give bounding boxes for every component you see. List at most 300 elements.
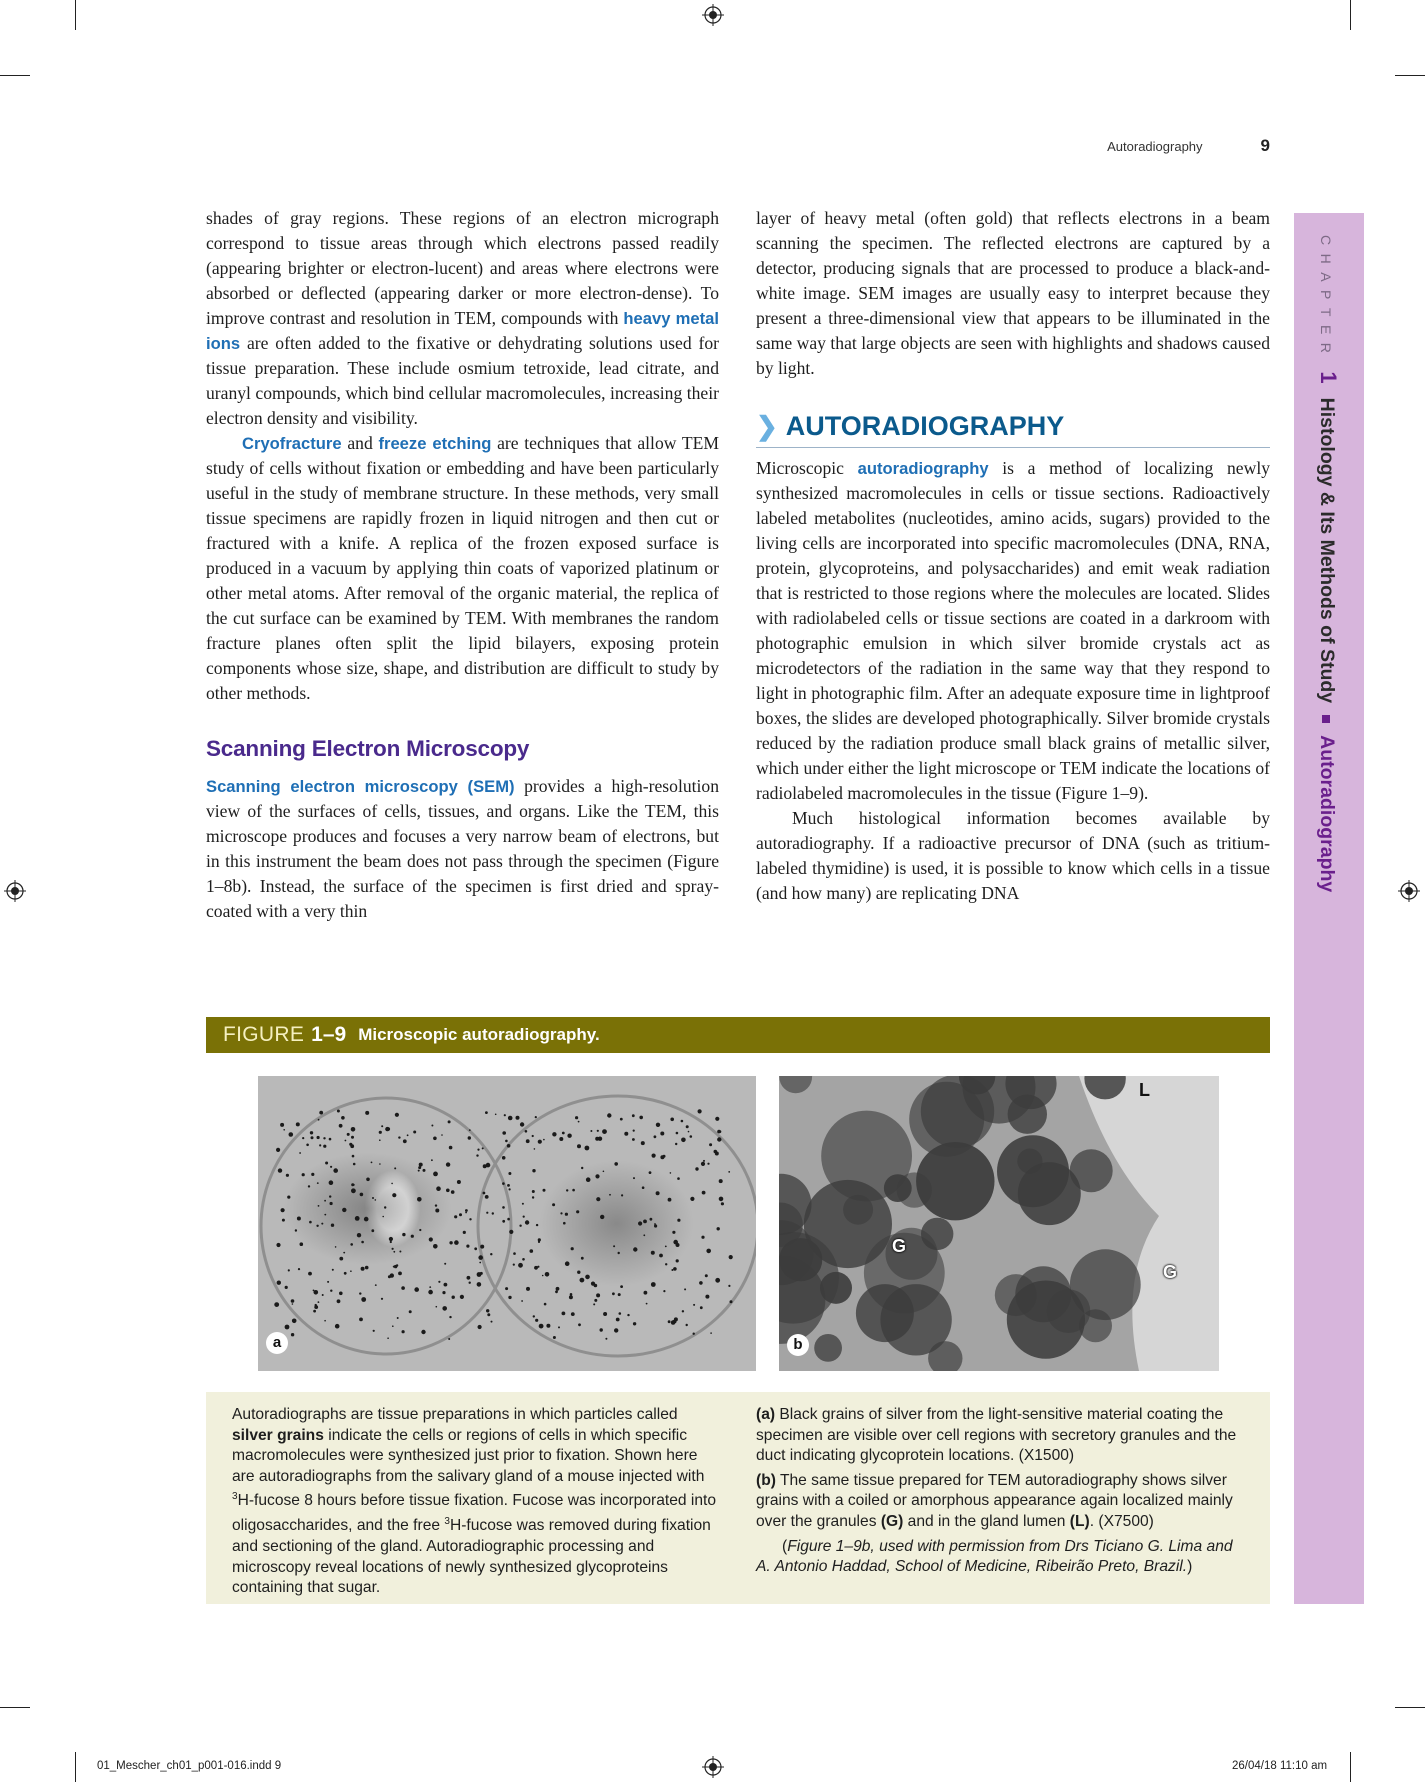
silver-grain (671, 1269, 673, 1271)
silver-grain (438, 1281, 440, 1283)
silver-grain (429, 1286, 431, 1288)
silver-grain (552, 1132, 556, 1136)
silver-grain (366, 1178, 370, 1182)
silver-grain (520, 1122, 524, 1126)
silver-grain (715, 1117, 719, 1121)
silver-grain (677, 1177, 680, 1180)
silver-grain (521, 1300, 523, 1302)
silver-grain (291, 1333, 294, 1336)
silver-grain (670, 1118, 674, 1122)
silver-grain (580, 1278, 585, 1283)
chapter-title: Histology & Its Methods of Study (1316, 397, 1338, 704)
silver-grain (317, 1182, 319, 1184)
silver-grain (310, 1131, 313, 1134)
granule-label: G (892, 1236, 907, 1256)
silver-grain (613, 1245, 615, 1247)
silver-grain (454, 1240, 459, 1245)
silver-grain (460, 1295, 464, 1299)
secretory-granule (814, 1334, 842, 1362)
silver-grain (502, 1182, 505, 1185)
silver-grain (602, 1129, 607, 1134)
silver-grain (585, 1275, 590, 1280)
silver-grain (686, 1324, 688, 1326)
silver-grain (526, 1139, 530, 1143)
silver-grain (621, 1194, 623, 1196)
silver-grain (319, 1111, 323, 1115)
silver-grain (526, 1287, 530, 1291)
silver-grain (337, 1110, 340, 1113)
silver-grain (394, 1265, 397, 1268)
square-bullet-icon (1322, 715, 1330, 723)
secretory-granule (820, 1272, 852, 1304)
silver-grain (567, 1134, 571, 1138)
silver-grain (276, 1148, 280, 1152)
silver-grain (469, 1218, 471, 1220)
silver-grain (505, 1140, 508, 1143)
silver-grain (690, 1135, 693, 1138)
silver-grain (654, 1224, 657, 1227)
slug-date: 26/04/18 11:10 am (1232, 1760, 1328, 1772)
silver-grain (407, 1134, 409, 1136)
paragraph: shades of gray regions. These regions of an electron micrograph correspond to tissue areas through which electrons passed readily (appearing brighter or electron-lucent) and areas where electrons were absorbed or deflected (appearing darker or more electron-dense). To improve contrast and resolution in TEM, compounds with heavy metal ions are often added to the fixative or dehydrating solutions used for tissue preparation. These include osmium tetroxide, lead citrate, and uranyl compounds, which bind cellular macromolecules, increasing their electron density and visibility. (206, 208, 719, 428)
silver-grain (382, 1216, 384, 1218)
silver-grain (343, 1252, 345, 1254)
silver-grain (477, 1282, 482, 1287)
silver-grain (291, 1299, 295, 1303)
silver-grain (319, 1144, 321, 1146)
silver-grain (329, 1195, 331, 1197)
silver-grain (690, 1197, 694, 1201)
silver-grain (507, 1184, 510, 1187)
silver-grain (660, 1132, 664, 1136)
silver-grain (442, 1291, 445, 1294)
silver-grain (603, 1171, 605, 1173)
silver-grain (516, 1116, 520, 1120)
key-term: freeze etching (378, 434, 492, 453)
silver-grain (278, 1168, 282, 1172)
image-credit: (Figure 1–9b, used with permission from Drs Ticiano G. Lima and A. Antonio Haddad, School of Medicine, Ribeirão Preto, Brazil.) (756, 1537, 1233, 1576)
silver-grain (274, 1302, 279, 1307)
silver-grain (465, 1212, 467, 1214)
silver-grain (444, 1263, 446, 1265)
silver-grain (663, 1290, 665, 1292)
silver-grain (280, 1123, 284, 1127)
silver-grain (342, 1208, 346, 1212)
silver-grain (553, 1336, 556, 1339)
secretory-granule (995, 1274, 1037, 1316)
silver-grain (693, 1333, 695, 1335)
silver-grain (478, 1325, 482, 1329)
silver-grain (570, 1293, 573, 1296)
silver-grain (399, 1251, 401, 1253)
silver-grain (633, 1177, 635, 1179)
silver-grain (603, 1312, 607, 1316)
silver-grain (533, 1315, 535, 1317)
silver-grain (577, 1271, 580, 1274)
silver-grain (534, 1266, 538, 1270)
paragraph: Much histological information becomes available by autoradiography. If a radioactive precursor of DNA (such as tritium-labeled thymidine) is used, it is possible to know which cells in a tissue (and how many) are replicating DNA (756, 808, 1270, 903)
silver-grain (373, 1330, 375, 1332)
silver-grain (532, 1135, 534, 1137)
key-term: Cryofracture (242, 434, 342, 453)
silver-grain (397, 1317, 399, 1319)
silver-grain (477, 1149, 479, 1151)
silver-grain (347, 1133, 350, 1136)
silver-grain (324, 1320, 326, 1322)
silver-grain (676, 1243, 680, 1247)
silver-grain (507, 1144, 511, 1148)
paragraph: Microscopic autoradiography is a method of localizing newly synthesized macromolecules in cells or tissue sections. Radioactively labeled metabolites (nucleotides, amino acids, sugars) provided to the living cells are incorporated into specific macromolecules (DNA, RNA, protein, glycoproteins, and polysaccharides) and emit weak radiation that is restricted to those regions where the molecules are located. Slides with radiolabeled cells or tissue sections are coated in a darkroom with photographic emulsion in which silver bromide crystals act as microdetectors of the radiation in the same way that they respond to light in photographic film. After an adequate exposure time in lightproof boxes, the slides are developed photographically. Silver bromide crystals reduced by the radiation produce small black grains of metallic silver, which under either the light microscope or TEM indicate the locations of radiolabeled macromolecules in the tissue (Figure 1–9). (756, 458, 1271, 803)
silver-grain (714, 1150, 718, 1154)
silver-grain (335, 1246, 337, 1248)
granule-label: G (1163, 1262, 1178, 1282)
silver-grain (614, 1162, 618, 1166)
silver-grain (556, 1287, 560, 1291)
silver-grain (730, 1300, 733, 1303)
silver-grain (633, 1247, 637, 1251)
silver-grain (436, 1306, 438, 1308)
subsection-heading: Scanning Electron Microscopy (206, 736, 530, 761)
silver-grain (670, 1172, 672, 1174)
silver-grain (728, 1285, 730, 1287)
silver-grain (673, 1267, 677, 1271)
silver-grain (350, 1144, 354, 1148)
silver-grain (706, 1249, 711, 1254)
silver-grain (433, 1137, 437, 1141)
silver-grain (534, 1148, 536, 1150)
silver-grain (466, 1245, 469, 1248)
silver-grain (355, 1216, 360, 1221)
silver-grain (698, 1109, 702, 1113)
silver-grain (306, 1144, 309, 1147)
silver-grain (675, 1143, 677, 1145)
silver-grain (677, 1219, 680, 1222)
registration-mark-icon (1398, 880, 1420, 902)
paragraph: Cryofracture and freeze etching are techniques that allow TEM study of cells without fixation or embedding and have been particularly useful in the study of membrane structure. In these methods, very small tissue specimens are rapidly frozen in liquid nitrogen and then cut or fractured with a knife. A replica of the frozen exposed surface is produced in a vacuum by applying thin coats of vaporized platinum or other metal atoms. After removal of the organic material, the replica of the cut surface can be examined by TEM. With membranes the random fracture planes often split the lipid bilayers, exposing protein components whose size, shape, and distribution are difficult to study by other methods. (206, 433, 719, 703)
silver-grain (395, 1113, 399, 1117)
silver-grain (353, 1163, 356, 1166)
silver-grain (296, 1122, 300, 1126)
silver-grain (361, 1241, 364, 1244)
silver-grain (483, 1192, 486, 1195)
silver-grain (285, 1286, 288, 1289)
silver-grain (535, 1116, 537, 1118)
right-column (756, 206, 1270, 906)
secretory-granule (779, 1238, 822, 1281)
silver-grain (331, 1224, 334, 1227)
silver-grain (509, 1230, 513, 1234)
silver-grain (581, 1167, 583, 1169)
silver-grain (701, 1236, 704, 1239)
silver-grain (565, 1213, 568, 1216)
secretory-granule (909, 1082, 984, 1157)
silver-grain (644, 1291, 648, 1295)
chapter-number: 1 (1316, 371, 1341, 384)
silver-grain (643, 1220, 647, 1224)
silver-grain (418, 1166, 421, 1169)
silver-grain (277, 1281, 281, 1285)
silver-grain (620, 1285, 623, 1288)
silver-grain (581, 1257, 584, 1260)
silver-grain (535, 1319, 538, 1322)
silver-grain (536, 1224, 538, 1226)
silver-grain (508, 1116, 513, 1121)
silver-grain (417, 1197, 422, 1202)
silver-grain (387, 1127, 391, 1131)
tab-section-title: Autoradiography (1316, 735, 1338, 893)
silver-grain (478, 1255, 483, 1260)
silver-grain (286, 1174, 289, 1177)
silver-grain (309, 1221, 312, 1224)
silver-grain (308, 1272, 312, 1276)
secretory-granule (1017, 1149, 1042, 1174)
figure-title: Microscopic autoradiography. (358, 1025, 600, 1044)
silver-grain (329, 1138, 332, 1141)
silver-grain (372, 1197, 374, 1199)
silver-grain (300, 1242, 304, 1246)
silver-grain (381, 1298, 383, 1300)
silver-grain (365, 1266, 369, 1270)
silver-grain (676, 1259, 679, 1262)
silver-grain (302, 1137, 304, 1139)
silver-grain (392, 1325, 394, 1327)
silver-grain (596, 1293, 600, 1297)
silver-grain (345, 1140, 347, 1142)
silver-grain (618, 1293, 621, 1296)
caption-paragraph: Autoradiographs are tissue preparations in which particles called silver grains indicate the cells or regions of cells in which specific macromolecules were synthesized just prior to fixation. Shown here are autoradiographs from the salivary gland of a mouse injected with $^3$H-fucose 8 hours before tissue fixation. Fucose was incorporated into oligosaccharides, and the free $^3$H-fucose was removed during fixation and sectioning of the gland. Autoradiographic processing and microscopy reveal locations of newly synthesized glycoproteins containing that sugar. (232, 1406, 717, 1597)
silver-grain (486, 1212, 488, 1214)
silver-grain (668, 1198, 672, 1202)
silver-grain (513, 1264, 515, 1266)
silver-grain (457, 1180, 461, 1184)
silver-grain (719, 1197, 724, 1202)
silver-grain (578, 1121, 580, 1123)
silver-grain (292, 1319, 297, 1324)
silver-grain (522, 1203, 524, 1205)
silver-grain (441, 1134, 443, 1136)
silver-grain (339, 1124, 343, 1128)
chapter-word: CHAPTER (1318, 235, 1334, 362)
silver-grain (324, 1200, 326, 1202)
silver-grain (480, 1245, 484, 1249)
silver-grain (586, 1177, 591, 1182)
silver-grain (719, 1179, 723, 1183)
silver-grain (371, 1162, 373, 1164)
silver-grain (398, 1136, 400, 1138)
silver-grain (469, 1129, 471, 1131)
left-column (206, 206, 719, 924)
silver-grain (632, 1114, 635, 1117)
silver-grain (295, 1229, 297, 1231)
silver-grain (619, 1312, 622, 1315)
silver-grain (429, 1237, 433, 1241)
silver-grain (585, 1146, 590, 1151)
silver-grain (468, 1136, 471, 1139)
silver-grain (375, 1284, 377, 1286)
silver-grain (482, 1147, 484, 1149)
secretory-granule (1070, 1149, 1113, 1192)
figure-title-bar (206, 1017, 1270, 1053)
silver-grain (651, 1282, 656, 1287)
silver-grain (403, 1139, 407, 1143)
silver-grain (595, 1137, 599, 1141)
silver-grain (594, 1299, 597, 1302)
silver-grain (388, 1275, 391, 1278)
silver-grain (558, 1326, 560, 1328)
silver-grain (562, 1312, 566, 1316)
silver-grain (612, 1292, 615, 1295)
silver-grain (333, 1168, 338, 1173)
silver-grain (359, 1318, 363, 1322)
silver-grain (411, 1235, 414, 1238)
silver-grain (676, 1132, 679, 1135)
silver-grain (633, 1322, 636, 1325)
silver-grain (502, 1220, 505, 1223)
silver-grain (502, 1206, 505, 1209)
silver-grain (577, 1144, 581, 1148)
silver-grain (710, 1332, 712, 1334)
silver-grain (605, 1338, 607, 1340)
silver-grain (590, 1130, 592, 1132)
silver-grain (452, 1296, 455, 1299)
silver-grain (572, 1189, 575, 1192)
silver-grain (322, 1294, 324, 1296)
silver-grain (614, 1328, 618, 1332)
silver-grain (419, 1163, 423, 1167)
silver-grain (364, 1217, 369, 1222)
silver-grain (686, 1125, 689, 1128)
silver-grain (311, 1173, 314, 1176)
silver-grain (681, 1138, 686, 1143)
silver-grain (569, 1295, 573, 1299)
panel-label-a: a (266, 1332, 288, 1354)
silver-grain (448, 1120, 451, 1123)
registration-mark-icon (4, 880, 26, 902)
silver-grain (591, 1282, 595, 1286)
silver-grain (507, 1218, 510, 1221)
silver-grain (652, 1154, 656, 1158)
silver-grain (474, 1247, 477, 1250)
silver-grain (465, 1209, 468, 1212)
silver-grain (673, 1320, 677, 1324)
silver-grain (566, 1189, 568, 1191)
silver-grain (477, 1272, 482, 1277)
silver-grain (339, 1292, 343, 1296)
silver-grain (335, 1324, 340, 1329)
silver-grain (449, 1316, 451, 1318)
panel-label-b: b (787, 1334, 809, 1356)
silver-grain (717, 1137, 721, 1141)
silver-grain (390, 1241, 392, 1243)
silver-grain (330, 1290, 332, 1292)
silver-grain (436, 1186, 441, 1191)
silver-grain (505, 1287, 508, 1290)
silver-grain (485, 1195, 489, 1199)
caption-right (756, 1405, 1248, 1578)
silver-grain (502, 1131, 506, 1135)
silver-grain (607, 1113, 611, 1117)
silver-grain (289, 1132, 294, 1137)
silver-grain (419, 1229, 421, 1231)
silver-grain (620, 1118, 623, 1121)
silver-grain (532, 1190, 535, 1193)
paragraph: Scanning electron microscopy (SEM) provides a high-resolution view of the surfaces of cells, tissues, and organs. Like the TEM, this microscope produces and focuses a very narrow beam of electrons, but in this instrument the beam does not pass through the specimen (Figure 1–8b). Instead, the surface of the specimen is first dried and spray-coated with a very thin (206, 776, 719, 921)
silver-grain (384, 1206, 386, 1208)
silver-grain (560, 1212, 562, 1214)
silver-grain (707, 1163, 709, 1165)
silver-grain (375, 1199, 377, 1201)
silver-grain (442, 1306, 447, 1311)
registration-mark-icon (702, 1756, 724, 1778)
silver-grain (641, 1141, 645, 1145)
silver-grain (495, 1114, 497, 1116)
silver-grain (325, 1162, 328, 1165)
silver-grain (552, 1203, 555, 1206)
silver-grain (454, 1215, 457, 1218)
silver-grain (633, 1130, 635, 1132)
silver-grain (509, 1188, 511, 1190)
silver-grain (421, 1330, 425, 1334)
silver-grain (651, 1251, 655, 1255)
silver-grain (519, 1225, 521, 1227)
silver-grain (446, 1189, 450, 1193)
micrograph-b-image (779, 1076, 1219, 1371)
silver-grain (352, 1155, 355, 1158)
silver-grain (379, 1163, 381, 1165)
secretory-granule (880, 1284, 951, 1355)
silver-grain (444, 1283, 448, 1287)
silver-grain (433, 1244, 438, 1249)
silver-grain (688, 1131, 690, 1133)
silver-grain (446, 1162, 450, 1166)
silver-grain (491, 1321, 493, 1323)
silver-grain (361, 1267, 365, 1271)
silver-grain (682, 1310, 684, 1312)
silver-grain (316, 1225, 318, 1227)
silver-grain (379, 1139, 381, 1141)
silver-grain (476, 1154, 478, 1156)
silver-grain (538, 1140, 542, 1144)
silver-grain (700, 1306, 703, 1309)
silver-grain (518, 1263, 523, 1268)
silver-grain (546, 1324, 550, 1328)
silver-grain (684, 1288, 686, 1290)
silver-grain (656, 1191, 660, 1195)
silver-grain (365, 1111, 369, 1115)
silver-grain (351, 1183, 354, 1186)
silver-grain (681, 1120, 684, 1123)
silver-grain (324, 1214, 326, 1216)
silver-grain (281, 1208, 285, 1212)
silver-grain (398, 1272, 402, 1276)
silver-grain (339, 1257, 343, 1261)
silver-grain (321, 1223, 323, 1225)
silver-grain (318, 1205, 320, 1207)
silver-grain (479, 1262, 481, 1264)
silver-grain (502, 1156, 506, 1160)
crop-mark (1350, 0, 1351, 30)
silver-grain (409, 1310, 412, 1313)
silver-grain (361, 1297, 366, 1302)
silver-grain (571, 1247, 574, 1250)
silver-grain (538, 1241, 540, 1243)
silver-grain (632, 1138, 635, 1141)
silver-grain (659, 1254, 663, 1258)
micrograph-a-image (258, 1076, 756, 1371)
silver-grain (544, 1303, 547, 1306)
silver-grain (559, 1137, 563, 1141)
silver-grain (379, 1131, 382, 1134)
